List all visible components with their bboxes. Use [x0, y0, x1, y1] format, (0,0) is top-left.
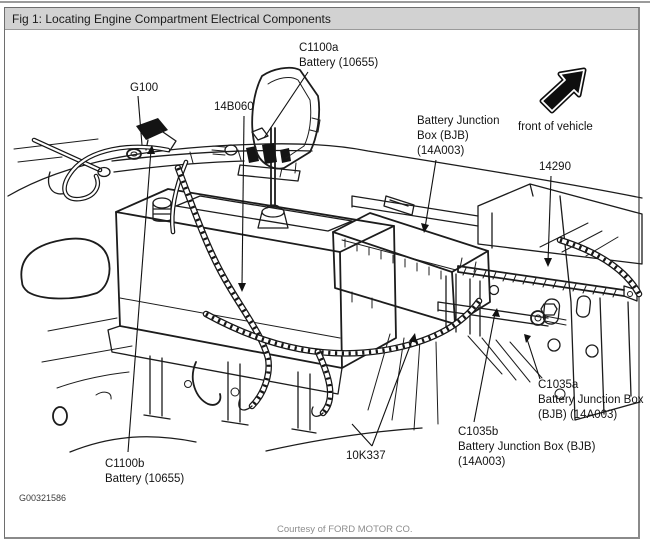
callout-line: 14B060: [214, 101, 254, 113]
callout-c1100a: [299, 41, 378, 71]
callout-14290: [539, 160, 571, 175]
direction-label: [518, 120, 593, 135]
callout-line: Battery Junction Box: [538, 394, 644, 406]
callout-line: (14A003): [458, 456, 506, 468]
callout-line: Box (BJB): [417, 130, 469, 142]
callout-c1035a: [538, 378, 643, 423]
callout-line: G100: [130, 82, 159, 94]
callout-line: C1100b: [105, 458, 145, 470]
callout-line: Battery (10655): [299, 57, 379, 69]
wiring-harness-drawing: [65, 147, 639, 416]
callout-line: 10K337: [346, 450, 386, 462]
rod-14290-drawing: [458, 266, 637, 301]
callout-bjb: [417, 114, 499, 159]
callout-10k337: [346, 449, 386, 464]
battery-junction-box-drawing: [333, 196, 490, 324]
front-of-vehicle-arrow: [542, 70, 584, 111]
callout-line: C1035b: [458, 426, 499, 438]
callout-line: 14290: [539, 161, 571, 173]
battery-drawing: [108, 128, 396, 433]
callout-line: C1035a: [538, 379, 579, 391]
callout-line: Battery Junction Box (BJB): [458, 441, 596, 453]
callout-line: (BJB) (14A003): [538, 409, 618, 421]
callout-c1035b: [458, 425, 595, 470]
callout-line: (14A003): [417, 145, 465, 157]
callout-g100: [130, 81, 158, 96]
callout-line: C1100a: [299, 42, 339, 54]
callout-line: front of vehicle: [518, 121, 593, 133]
callout-14b060: [214, 100, 254, 115]
callout-c1100b: [105, 457, 184, 487]
credit-line: Courtesy of FORD MOTOR CO.: [277, 524, 413, 535]
figure-title: Fig 1: Locating Engine Compartment Electrical Components: [12, 11, 331, 26]
callout-line: Battery Junction: [417, 115, 500, 127]
figure-id-code: G00321586: [19, 493, 67, 503]
callout-line: Battery (10655): [105, 473, 185, 485]
